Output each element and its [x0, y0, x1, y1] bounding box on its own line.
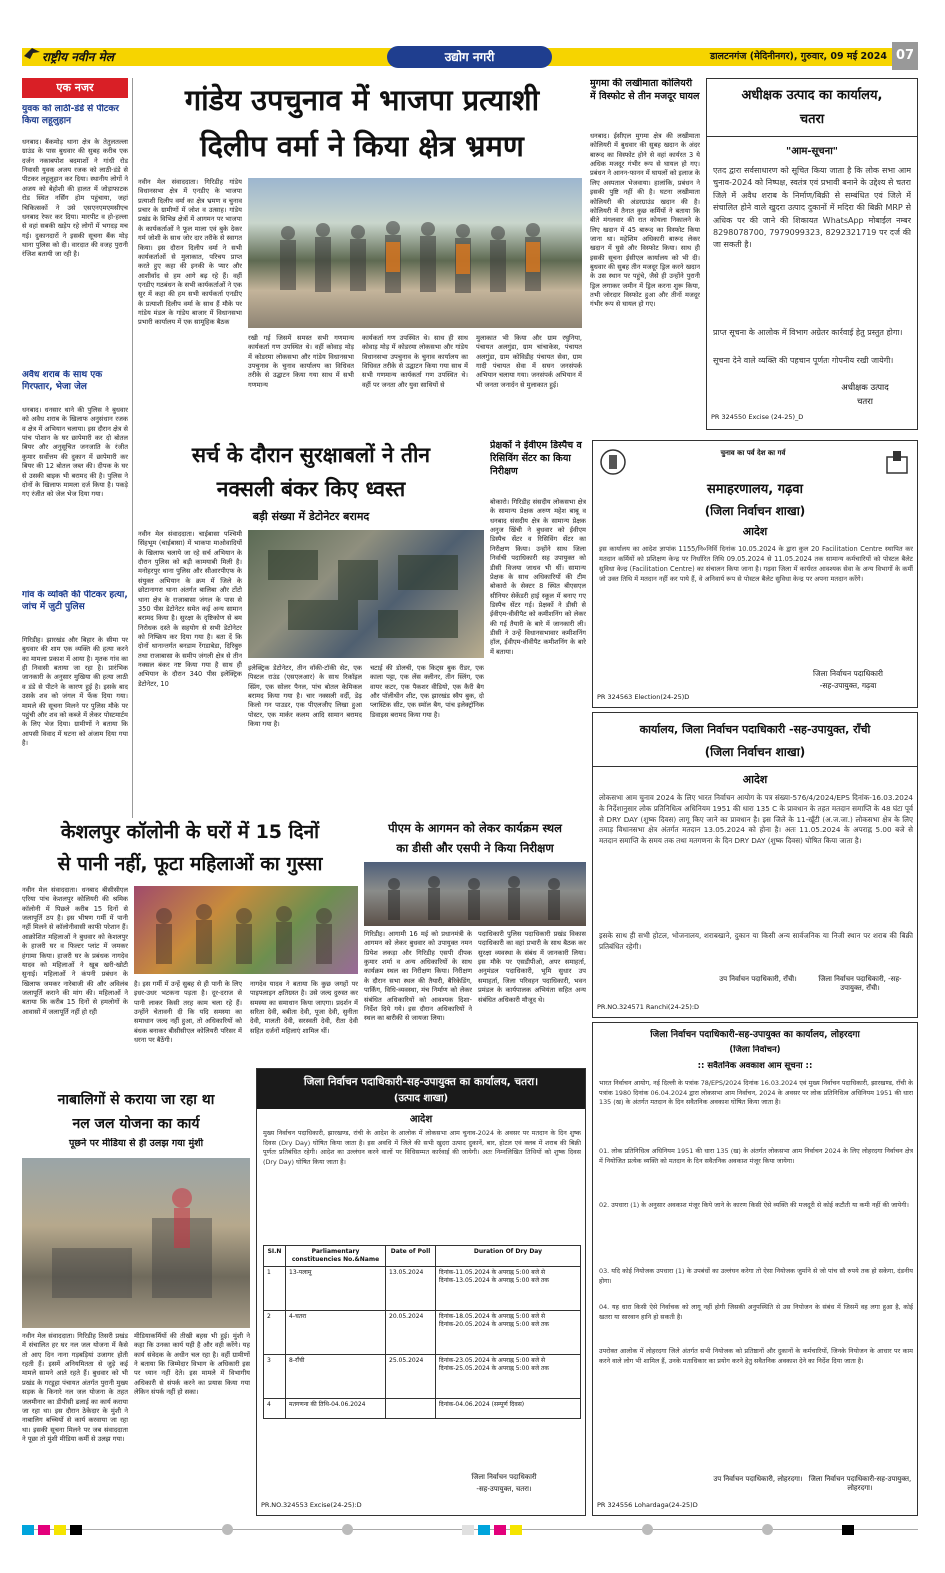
brief-2-body: धनबाद। धनसार थाने की पुलिस ने बुधवार को अवैध शराब के खिलाफ अनुसंधान रजक व क्षेत्र में अभियान चलाया। इस दौरान क्षेत्र से पांच पोशान के घर छापेमारी कर दो बोतल बियर और अनुसूचित जनजाति के रंजीत कुमार सर्वोत्तम की दुकान में छापेमारी कर बियर की 12 बोतल जब्त की। दीपक के घर से उसकी बाइक भी बरामद की है। पुलिस ने दोनों के खिलाफ मामला दर्ज किया है। पकड़े गए रंजीत को जेल भेज दिया गया। — [22, 406, 128, 499]
ballot-icon — [883, 447, 911, 477]
color-swatch — [494, 1525, 506, 1535]
lohardaga-pr: PR 324556 Lohardaga(24-25)D — [597, 1501, 698, 1509]
ranchi-pr: PR.NO.324571 Ranchi(24-25):D — [597, 1003, 700, 1011]
naxal-body-left: नवीन मेल संवाददाता। चाईबासा पश्चिमी सिंहभूम (चाईबासा) में भाकपा माओवादियों के खिलाफ चलाये जा रहे सर्च अभियान के दौरान पुलिस को बड़ी कामयाबी मिली है। मनोहरपुर थाना पुलिस और सीआरपीएफ के संयुक्त अभियान के क्रम में जिले के छोटानागरा थाना अंतर्गत बालिबा और टोंटो थाना क्षेत्र के राजाबासा जंगल के पास से 350 पीस डेटोनेटर समेत कई अन्य सामान बरामद किया है। सुरक्षा के दृष्टिकोण से बम निरोधक दस्ते के सहयोग से सभी डेटोनेटर को निष्क्रिय कर दिया गया है। बता दें कि दोनों थानान्तर्गत बनडाम रेंगडाबेडा, दिरिबुरु तथा राजाबासा के समीप जंगली क्षेत्र से तीन नक्सल बंकर नष्ट किया गया है साथ ही अभियान के दौरान 340 पीस इलेक्ट्रिक डेटोनेटर, 10 — [138, 530, 242, 688]
lohardaga-sign-2: जिला निर्वाचन पदाधिकारी-सह-उपायुक्त, लोहरदगा। — [808, 1475, 912, 1493]
keshalpur-headline-1: केशलपुर कॉलोनी के घरों में 15 दिनों — [60, 821, 320, 843]
recovered-items-icon — [248, 530, 484, 658]
ranchi-aadesh: आदेश — [742, 773, 768, 786]
lohardaga-notice-box — [592, 1022, 918, 1516]
brief-3-title: गांव के व्यक्ति की पीटकर हत्या, जांच में जुटी पुलिस — [22, 590, 128, 612]
lead-photo — [248, 178, 582, 328]
footer-strip — [22, 1524, 918, 1536]
pm-body-right: पदाधिकारी पुलिस पदाधिकारी प्रखंड विकास पदाधिकारी का वहां प्रभारी के साथ बैठक कर सुरक्षा व्यवस्था के संबंध में जानकारी लिया। इस मौके पर एसडीपीओ, अपर समाहर्ता, अनुमंडल पदाधिकारी, भूमि सुधार उप समाहर्ता, जिला परिवहन पदाधिकारी, भवन प्रमंडल के कार्यपालक अभियंता सहित अन्य संबंधित अधिकारी मौजूद थे। — [478, 930, 586, 1004]
lohardaga-sign-1: उप निर्वाचन पदाधिकारी, लोहरदगा। — [713, 1475, 803, 1483]
garhwa-sub: (जिला निर्वाचन शाखा) — [704, 504, 806, 518]
excise-notice-box — [706, 78, 918, 430]
keshalpur-body-mid: है। इस गर्मी में उन्हें सुबह से ही पानी के लिए इधर-उधर भटकना पड़ता है। दूर-दराज से पानी लाकर किसी तरह काम चला रहे हैं। उन्होंने चेतावनी दी कि यदि समस्या का समाधान जल्द नहीं हुआ, तो अधिकारियों को बंधक बनाकर बीसीसीएल कोलियरी परिसर में धरना पर बैठेंगी। — [134, 980, 242, 1045]
garhwa-sign-2: -सह-उपायुक्त, गढ़वा — [819, 681, 877, 690]
lead-body-left: नवीन मेल संवाददाता। गिरिडीह गांडेय विधानसभा क्षेत्र में एनडीए के भाजपा प्रत्याशी दिलीप वर्मा का क्षेत्र भ्रमण व चुनाव प्रचार के ग्रामीणों में जोश व उत्साह। गांडेय प्रखंड के विभिन्न क्षेत्रों में आगमन पर भाजपा के कार्यकर्ताओं ने फूल माला एवं बुके देकर गर्म जोशी के साथ जोर दार तरीके से स्वागत किया। इस दौरान दिलीप वर्मा ने सभी कार्यकर्ताओं से मुलाकात, परिचय प्राप्त करते हुए कहा की इनकी के प्यार और आशीर्वाद से हम आगे बढ़ रहे हैं। वहीं एनडीए गठबंधन के सभी कार्यकर्ताओं ने एक सुर में कहा की हम सभी कार्यकर्ता एनडीए के प्रत्याशी दिलीप वर्मा के साथ हैं मौके पर गांडेय मंडल के गांडेय बाजार में विधानसभा प्रभारी कार्यालय में एक सामूहिक बैठक — [138, 178, 242, 327]
paper-name: राष्ट्रीय नवीन मेल — [42, 50, 114, 64]
color-swatch — [462, 1525, 474, 1535]
naxal-body-right: चटाई की डोलची, एक किट्स बुक रीडर, एक काला पट्टा, एक लेंस क्लीनर, तीन स्लिंग, एक वायर कटर, एक पैकशर वीडियो, एक कैरी बैग और पॉलीथीन शीट, एक झारखंड स्वैप बुक, दो प्लास्टिक सीट, एक स्मॉल बैग, पांच इलेक्ट्रॉनिक डिवाइस बरामद किया गया है। — [370, 664, 484, 719]
naxal-headline-2: नक्सली बंकर किए ध्वस्त — [216, 477, 406, 501]
excise-notice-header — [707, 79, 917, 137]
masthead — [22, 42, 918, 70]
evm-body: बोकारो। गिरिडीह संसदीय लोकसभा क्षेत्र के सामान्य प्रेक्षक अरुण महेश बाबू व धनबाद संसदीय क्षेत्र के सामान्य प्रेक्षक अनुज खिंची ने बुधवार को ईवीएम डिस्पैच सेंटर व रिसिविंग सेंटर का निरीक्षण किया। उन्होंने साथ जिला निर्वाची पदाधिकारी सह उपायुक्त को डीसी विजया जाधव भी थीं। सामान्य प्रेक्षक के साथ अधिकारियों की टीम बोकारो के सेक्टर 8 स्थित बीएसएल सीनियर सेकेंडरी हाई स्कूल में बनाए गए डिस्पैच सेंटर गई। प्रेक्षकों ने डीसी से ईवीएम-वीवीपैट को कमीशनिंग को लेकर की गई तैयारी के बारे में जानकारी ली। डीसी ने उन्हें विधानसभावार कमीशनिंग हॉल, ईवीएम-वीवीपैट कमीशनिंग के बारे में बताया। — [490, 498, 586, 656]
ek-nazar-label-text: एक नजर — [56, 81, 94, 94]
dryday-table-header-row — [264, 1246, 581, 1267]
table-row — [264, 1311, 581, 1355]
brief-1-body: धनबाद। बैंकमोड़ थाना क्षेत्र के तेतुलतल्ला ग्राउंड के पास बुधवार की सुबह करीब एक दर्जन नकाबपोश बदमाशों ने गांधी रोड निवासी युवक अजय रजक को लाठी-डंडे से पीटकर लहूलुहान कर दिया। स्थानीय लोगों ने अजय को बेहोशी की हालत में जोड़ाफाटक रोड स्थित नर्सिंग होम पहुंचाया, जहां चिकित्सकों ने उसे एसएनएमएमसीएच धनबाद रेफर कर दिया। मारपीट व हो-हल्ला से वहां सबकी खड़ेप रहे लोगों में भगदड़ मच गई। दुकानदारों ने इसकी सूचना बैंक मोड़ थाना पुलिस को दी। वारदात की वजह पुरानी रंजिश बतायी जा रही है। — [22, 138, 128, 259]
keshalpur-headline-2: से पानी नहीं, फूटा महिलाओं का गुस्सा — [57, 853, 323, 875]
garhwa-aadesh: आदेश — [742, 525, 768, 538]
road-work-icon — [22, 1158, 250, 1328]
registration-mark-icon — [222, 1524, 233, 1535]
lohardaga-point-2: 02. उपधारा (1) के अनुसार अवकाश मंजूर किये जाने के कारण किसी ऐसे व्यक्ति की मजदूरी से कोई कटौती या कमी नहीं की जायेगी। — [599, 1201, 909, 1209]
officials-inspecting-icon — [364, 862, 586, 926]
registration-mark-icon — [342, 1524, 353, 1535]
lohardaga-point-3: 03. यदि कोई नियोजक उपधारा (1) के उपबंधों का उल्लंघन करेगा तो ऐसा नियोजक जुर्माने से जो पांच सौ रुपये तक हो सकेगा, दंडनीय होगा। — [599, 1267, 913, 1285]
mine-body: धनबाद। ईसीएल मुगमा क्षेत्र की लखीमाता कोलियरी में बुधवार की सुबह खदान के अंदर बारूद का विस्फोट होने से वहां कार्यरत 3 ये अधिक मजदूर गंभीर रूप से घायल हो गए। प्रबंधन ने आनन-फानन में घायलों को इलाज के लिए अस्पताल भेजवाया। हालांकि, प्रबंधन ने इसकी पुष्टि नहीं की है। घटना लखीमाता कोलियरी की अंडरग्राउंड खदान की है। कोलियरी में तैनात कुछ कर्मियों ने बताया कि बीते मंगलवार की रात कोयला निकालने के लिए खदान में 45 बारूद का विस्फोट किया जाना था। महेशिम अधिकारी बारूद लेकर खदान में घुसे और विस्फोट किया। साथ ही इसकी सूचना ईसीएल कार्यालय को भी दी। बुधवार की सुबह तीन मजदूर ड्रिल करने खदान के उस स्थान पर पहुंचे, जैसे ही उन्होंने पुरानी ड्रिल लगाकर जमीन में ड्रिल करना शुरू किया, तभी जोरदार विस्फोट हुआ और तीनों मजदूर गंभीर रूप से घायल हो गए। — [590, 132, 700, 309]
dateline: डालटनगंज (मेदिनीनगर), गुरुवार, 09 मई 2024 — [710, 51, 887, 62]
registration-mark-icon — [642, 1524, 653, 1535]
color-swatch — [510, 1525, 522, 1535]
evm-headline: प्रेक्षकों ने ईवीएम डिस्पैच व रिसिविंग सेंटर का किया निरीक्षण — [490, 440, 582, 477]
ranchi-notice-box — [592, 712, 918, 1018]
pm-headline-2: का डीसी और एसपी ने किया निरीक्षण — [396, 841, 554, 855]
ranchi-body-2: इसके साथ ही सभी होटल, भोजनालय, शराबखाने, दुकान या किसी अन्य सार्वजनिक या निजी स्थान पर शराब की बिक्री प्रतिबंधित रहेगी। — [599, 931, 913, 951]
ranchi-title-1: कार्यालय, जिला निर्वाचन पदाधिकारी -सह-उपायुक्त, राँची — [639, 723, 871, 736]
dryday-cell-pc: 13-पलामू — [286, 1267, 386, 1311]
lead-headline-2: दिलीप वर्मा ने किया क्षेत्र भ्रमण — [200, 129, 524, 163]
excise-body: एतद द्वारा सर्वसाधारण को सूचित किया जाता है कि लोक सभा आम चुनाव-2024 को निष्पक्ष, स्वतंत्र एवं प्रभावी बनाने के उद्देश्य से चतरा जिले में अवैध शराब के निर्माण/बिक्री से सम्बंधित एवं जिले में संचालित होने वाले खुदरा उत्पाद दुकानों में मदिरा की बिक्री MRP से अधिक पर की जाने की शिकायत WhatsApp मोबाईल नम्बर 8298078700, 7979099323, 8292321719 पर दर्ज की जा सकती है। — [713, 166, 911, 250]
excise-body-2: प्राप्त सूचना के आलोक में विभाग अग्रेतर कार्रवाई हेतु प्रस्तुत होगा। — [713, 328, 903, 337]
dryday-th-date: Date of Poll — [386, 1246, 436, 1267]
chatra-aadesh: आदेश — [409, 1114, 433, 1125]
naxal-subhead: बड़ी संख्या में डेटोनेटर बरामद — [252, 510, 370, 523]
chatra-dryday-header — [257, 1069, 585, 1109]
dryday-cell-date: 20.05.2024 — [386, 1311, 436, 1355]
dryday-table — [263, 1245, 581, 1419]
keshalpur-body-left: नवीन मेल संवाददाता। धनबाद बीसीसीएल एरिया पांच केशलपुर कोलियरी की श्रमिक कॉलोनी में पिछले करीब 15 दिनों से जलापूर्ति ठप है। इस भीषण गर्मी में पानी नहीं मिलने से कॉलोनीवासी काफी परेशान हैं। आक्रोशित महिलाओं ने बुधवार को केशलपुर के हाजरी घर व फिल्टर प्लांट में जमकर हंगामा किया। हाजरी घर के प्रबंधक नागदेव यादव को महिलाओं ने खूब खरी-खोटी सुनाई। महिलाओं ने कंपनी प्रबंधन के खिलाफ जमकर नारेबाजी की और अविलंब जलापूर्ति कराने की मांग की। महिलाओं ने बताया कि करीब 15 दिनों से हमलोगों के आवासों में जलापूर्ति नहीं हो रही — [22, 886, 128, 1016]
page-number: 07 — [892, 42, 918, 70]
pm-photo — [364, 862, 586, 926]
ek-nazar-label — [22, 78, 128, 98]
pm-headline-1: पीएम के आगमन को लेकर कार्यक्रम स्थल — [388, 821, 562, 835]
lead-body-mid-1: रखी गई जिसमें समस्त सभी गणमान्य कार्यकर्ता गण उपस्थित थे। वहीं कोवाड़ मोड़ में कोडरमा लोकसभा और गांडेय विधानसभा उपचुनाव के चुनाव कार्यालय का विधिवत तरीके से उद्घाटन किया गया साथ में सभी गणमान्य — [248, 334, 354, 389]
table-row — [264, 1399, 581, 1419]
column-rule — [132, 78, 133, 818]
chatra-dryday-box — [256, 1068, 586, 1516]
dryday-cell-no: 2 — [264, 1311, 286, 1355]
tap-headline-2: नल जल योजना का कार्य — [72, 1116, 200, 1132]
tap-photo — [22, 1158, 250, 1328]
excise-sub: "आम-सूचना" — [785, 146, 839, 157]
tap-body-left: नवीन मेल संवाददाता। गिरिडीह तिसरी प्रखंड में संचालित हर घर नल जल योजना में कैसे तो आए दिन नाना गड़बड़ियां उजागर होती रहती हैं। इसमें अनियमितता से जुड़े कई मामले सामने आते रहते हैं। बुधवार को भी प्रखंड के गरडूहा पंचायत अंतर्गत पुरानी मुख्य सड़क के किनारे नल जल योजना के तहत जलमीनार का डीपीसी ढलाई का कार्य कराया जा रहा था। इस दौरान ठेकेदार के मुंशी ने नाबालिग बच्चियों से कार्य करवाया जा रहा था। इसकी सूचना मिलने पर जब संवाददाता ने पूछा तो मुंशी मीडिया कर्मी से उलझ गया। — [22, 1332, 128, 1443]
chatra-sign-2: -सह-उपायुक्त, चतरा। — [476, 1485, 532, 1493]
color-swatch — [38, 1525, 50, 1535]
lohardaga-title: जिला निर्वाचन पदाधिकारी-सह-उपायुक्त का कार्यालय, लोहरदगा — [650, 1030, 860, 1040]
brief-1-title: युवक को लाठी-डंडे से पीटकर किया लहूलुहान — [22, 104, 119, 126]
registration-mark-icon — [762, 1524, 773, 1535]
mine-headline: मुगमा की लखीमाता कोलियरी में विस्फोट से तीन मजदूर घायल — [590, 78, 700, 102]
dryday-cell-duration: दिनांक-23.05.2024 के अपराह्न 5:00 बजे से दिनांक-25.05.2024 के अपराह्न 5:00 बजे तक — [436, 1355, 581, 1399]
dryday-table-wrap — [263, 1245, 581, 1455]
dryday-cell-no: 3 — [264, 1355, 286, 1399]
dryday-cell-date — [386, 1399, 436, 1419]
ranchi-body: लोकसभा आम चुनाव 2024 के लिए भारत निर्वाचन आयोग के पत्र संख्या-576/4/2024/EPS दिनांक-16.03.2024 के निर्देशानुसार लोक प्रतिनिधित्व अधिनियम 1951 की धारा 135 C के प्रावधान के तहत मतदान समाप्ति के 48 घंटा पूर्व से DRY DAY (शुष्क दिवस) लागू किए जाने का प्रावधान है। इस जिले के 11-खूँटी (अ.ज.जा.) लोकसभा क्षेत्र के लिए तमाड़ विधानसभा क्षेत्र अंतर्गत मतदान 13.05.2024 को होना है। अतः 11.05.2024 के अपराह्न 5.00 बजे से मतदान समाप्ति के समय तक तथा मतगणना के दिन DRY DAY (शुष्क दिवस) घोषित किया जाता है। — [599, 793, 913, 846]
chatra-sign-1: जिला निर्वाचन पदाधिकारी — [471, 1473, 537, 1481]
dryday-th-duration: Duration Of Dry Day — [436, 1246, 581, 1267]
dryday-th-pc: Parliamentary constituencies No.&Name — [286, 1246, 386, 1267]
garhwa-notice-box — [592, 440, 918, 708]
tap-headline-1: नाबालिगों से कराया जा रहा था — [57, 1092, 215, 1108]
dryday-cell-pc: मतगणना की तिथि-04.06.2024 — [286, 1399, 386, 1419]
dryday-cell-duration: दिनांक-04.06.2024 (सम्पूर्ण दिवस) — [436, 1399, 581, 1419]
keshalpur-photo — [134, 886, 358, 974]
color-swatch — [842, 1525, 854, 1535]
brief-2-title: अवैध शराब के साथ एक गिरफ्तार, भेजा जेल — [22, 370, 103, 392]
lohardaga-body: भारत निर्वाचन आयोग, नई दिल्ली के पत्रांक 78/EPS/2024 दिनांक 16.03.2024 एवं मुख्य निर्वाचन पदाधिकारी, झारखण्ड, राँची के पत्रांक 1980 दिनांक 06.04.2024 द्वारा लोकसभा आम निर्वाचन, 2024 के अवसर पर लोक प्रतिनिधित्व अधिनियम 1951 की धारा 135 (ख) के अंतर्गत मतदान के दिन सवैतनिक अवकाश घोषित किया जाता है। — [599, 1079, 913, 1107]
garhwa-sign-1: जिला निर्वाचन पदाधिकारी — [813, 669, 883, 678]
excise-sign-1: अधीक्षक उत्पाद — [841, 383, 889, 393]
dryday-cell-pc: 4-चतरा — [286, 1311, 386, 1355]
garhwa-title: समाहरणालय, गढ़वा — [707, 482, 803, 497]
color-swatch — [22, 1525, 34, 1535]
lead-body-mid-2: कार्यकर्ता गण उपस्थित थे। साथ ही साथ कोवाड़ मोड़ में कोडरमा लोकसभा और गांडेय विधानसभा उपचुनाव के चुनाव कार्यालय का विधिवत तरीके से उद्घाटन किया गया साथ में सभी गणमान्य कार्यकर्ता गण उपस्थित थे। वहीं पर जनता और युवा साथियों से — [362, 334, 468, 389]
ek-nazar-column — [22, 78, 128, 818]
dryday-cell-no: 4 — [264, 1399, 286, 1419]
ranchi-title-2: (जिला निर्वाचन शाखा) — [704, 745, 806, 759]
garhwa-body: इस कार्यालय का आदेश ज्ञापांक 1155/नि०निर्वि दिनांक 10.05.2024 के द्वारा कुल 20 Facilitation Centre स्थापित कर मतदान कर्मियों को प्रशिक्षण केन्द्र पर निर्धारित तिथि 09.05.2024 से 11.05.2024 तक सामान्य कर्मचारियों को पोस्टल बैलेट सुविधा केन्द्र (Facilitation Centre) का संचालन किया जाना है। गढ़वा जिला में कार्यरत आवश्यक सेवा के अन्य विभागों के कर्मी जो उक्त तिथि में मतदान नहीं कर पाये हैं, वे अनिवार्य रूप से पोस्टल बैलेट सुविधा केन्द्र पर अपना मतदान करेंगे। — [599, 545, 913, 583]
table-row — [264, 1355, 581, 1399]
excise-title-2: चतरा — [799, 112, 825, 127]
brief-3-body: गिरिडीह। झारखंड और बिहार के सीमा पर बुधवार की शाम एक व्यक्ति की हत्या करने का मामला प्रकाश में आया है। मृतक गांव का ही निवासी बताया जा रहा है। प्रारंभिक जानकारी के अनुसार मुखिया की हत्या लाठी व डंडे से पीटने के कारण हुई है। इसके बाद उसके शव को जंगल में फेंक दिया गया। मामले की सूचना मिलने पर पुलिस मौके पर पहुंची और शव को कब्जे में लेकर पोस्टमार्टम के लिए भेज दिया। ग्रामीणों ने बताया कि आपसी विवाद में घटना को अंजाम दिया गया है। — [22, 636, 128, 747]
excise-pr: PR 324550 Excise (24-25)_D — [711, 413, 804, 421]
excise-title-1: अधीक्षक उत्पाद का कार्यालय, — [741, 88, 883, 103]
naxal-photo — [248, 530, 484, 658]
lead-body-right: मुलाकात भी किया और ग्राम रघुनिया, पंचायत अलगुंडा, ग्राम चांचाकेस, पंचायत अलगुंडा, ग्राम कोविडीह पंचायत सेवा, ग्राम गादी पंचायत सेवा में सघन जनसंपर्क अभियान चलाया गया। जनसंपर्क अभियान में भी जनता जनार्दन से मुलाकात हुई। — [476, 334, 582, 389]
election-logo-text: चुनाव का पर्व देश का गर्व — [720, 449, 786, 457]
ranchi-notice-header — [593, 713, 917, 767]
lohardaga-heading: :: सवैतनिक अवकाश आम सूचना :: — [697, 1061, 813, 1071]
section-label — [387, 46, 552, 68]
section-label-text: उद्योग नगरी — [444, 50, 495, 64]
emblem-icon — [599, 447, 627, 477]
lohardaga-sub: (जिला निर्वाचन) — [729, 1045, 781, 1055]
excise-sign-2: चतरा — [857, 397, 873, 407]
color-swatch — [70, 1525, 82, 1535]
bird-logo-icon — [24, 46, 40, 60]
protesting-women-icon — [134, 886, 358, 974]
dryday-cell-duration: दिनांक-11.05.2024 के अपराह्न 5:00 बजे से दिनांक-13.05.2024 के अपराह्न 5:00 बजे तक — [436, 1267, 581, 1311]
dryday-cell-date: 13.05.2024 — [386, 1267, 436, 1311]
group-of-people-icon — [248, 178, 582, 328]
ranchi-sign-1: उप निर्वाचन पदाधिकारी, राँची। — [719, 975, 797, 983]
dryday-cell-no: 1 — [264, 1267, 286, 1311]
lohardaga-point-1: 01. लोक प्रतिनिधित्व अधिनियम 1951 की धारा 135 (ख) के अंतर्गत लोकसभा आम निर्वाचन 2024 के लिए लोहरदगा निर्वाचन क्षेत्र में नियोजित प्रत्येक व्यक्ति को मतदान के दिन सवैतनिक अवकाश मंजूर किया जायेगा। — [599, 1147, 913, 1165]
keshalpur-body-right: नागदेव यादव ने बताया कि कुछ जगहों पर पाइपलाइन क्षतिग्रस्त है। उसे जल्द दुरुस्त कर समस्या का समाधान किया जाएगा। प्रदर्शन में सरिता देवी, बबीता देवी, पूजा देवी, सुनीता देवी, मालती देवी, सरस्वती देवी, रीता देवी सहित दर्जनों महिलाएं शामिल थीं। — [250, 980, 358, 1035]
chatra-pr: PR.NO.324553 Excise(24-25):D — [261, 1501, 362, 1509]
chatra-body: मुख्य निर्वाचन पदाधिकारी, झारखण्ड, रांची के आदेश के आलोक में लोकसभा आम चुनाव-2024 के अवसर पर मतदान के दिन शुष्क दिवस (Dry Day) घोषित किया जाता है। इस अवधि में जिले की सभी खुदरा उत्पाद दुकानें, बार, होटल एवं क्लब में शराब की बिक्री पूर्णतः प्रतिबंधित रहेगी। आदेश का उल्लंघन करने वालों पर विधिसम्मत कार्रवाई की जायेगी। अतः निम्नलिखित तिथियों को शुष्क दिवस (Dry Day) घोषित किया जाता है। — [263, 1129, 581, 1166]
color-swatch-row — [22, 1524, 918, 1536]
table-row — [264, 1267, 581, 1311]
dryday-th-sl: SI.N — [264, 1246, 286, 1267]
dryday-cell-duration: दिनांक-18.05.2024 के अपराह्न 5:00 बजे से दिनांक-20.05.2024 के अपराह्न 5:00 बजे तक — [436, 1311, 581, 1355]
tap-subhead: पूछने पर मीडिया से ही उलझ गया मुंशी — [68, 1138, 204, 1149]
chatra-sub: (उत्पाद शाखा) — [393, 1093, 449, 1104]
pm-body-left: गिरिडीह। आगामी 16 मई को प्रधानमंत्री के आगमन को लेकर बुधवार को उपायुक्त नमन प्रियेश लकड़ा और गिरिडीह एसपी दीपक कुमार शर्मा व अन्य अधिकारियों के साथ कार्यक्रम स्थल का निरीक्षण किया। निरीक्षण के दौरान सभा स्थल की तैयारी, बैरिकेडिंग, पार्किंग, विधि-व्यवस्था, मंच निर्माण को लेकर संबंधित अधिकारियों को आवश्यक दिशा-निर्देश दिये गये। इस दौरान अधिकारियों ने स्थल का बारीकी से जायजा लिया। — [364, 930, 472, 1023]
excise-body-3: सूचना देने वाले व्यक्ति की पहचान पूर्णतः गोपनीय रखी जायेगी। — [713, 356, 894, 365]
ranchi-sign-2: जिला निर्वाचन पदाधिकारी, -सह- उपायुक्त, राँची। — [818, 975, 902, 993]
tap-body-right: मीडियाकर्मियों की तीखी बहस भी हुई। मुंशी ने कहा कि उनका कार्य यही है और वही करेंगे। यह कार्य संवेदक के अधीन चल रहा है। वहीं ग्रामीणों ने बताया कि जिम्मेदार विभाग के अधिकारी इस पर ध्यान नहीं देते। इस मामले में विभागीय अधिकारी से संपर्क करने का प्रयास किया गया लेकिन संपर्क नहीं हो सका। — [134, 1332, 250, 1397]
color-swatch — [54, 1525, 66, 1535]
dryday-cell-pc: 8-राँची — [286, 1355, 386, 1399]
naxal-headline-1: सर्च के दौरान सुरक्षाबलों ने तीन — [191, 443, 431, 467]
garhwa-pr: PR 324563 Election(24-25)D — [597, 693, 690, 701]
dryday-cell-date: 25.05.2024 — [386, 1355, 436, 1399]
chatra-title: जिला निर्वाचन पदाधिकारी-सह-उपायुक्त का कार्यालय, चतरा। — [303, 1076, 539, 1088]
lohardaga-point-4: 04. यह धारा किसी ऐसे निर्वाचक को लागू नहीं होगी जिसकी अनुपस्थिति से उस नियोजन के संबंध में जिसमें वह लगा हुआ है, कोई खतरा या सारवान हानि हो सकती है। — [599, 1303, 913, 1321]
naxal-body-mid: इलेक्ट्रिक डेटोनेटर, तीन वॉकी-टॉकी सेट, एक पिस्टल राउंड (एसएलआर) के साथ रिकॉइल स्प्रिंग, एक सोलर पैनल, पांच बोतल केमिकल बरामद किया गया है। चार नक्सली वर्दी, डेढ़ किलो गन पाउडर, एक पीएलजीए लिखा हुआ पोस्टर, एक मार्कर कलम आदि सामान बरामद किया गया है। — [248, 664, 362, 729]
lohardaga-body-2: उपरोक्त आलोक में लोहरदगा जिले अंतर्गत सभी नियोजक को प्रतिष्ठानों और दुकानों के कर्मचारियों, जिनके नियोजन के आधार पर काम करने वाले लोग भी शामिल हैं, उनके मताधिकार का प्रयोग करने हेतु सवैतनिक अवकाश देने का निर्देश दिया जाता है। — [599, 1347, 913, 1365]
lead-headline-1: गांडेय उपचुनाव में भाजपा प्रत्याशी — [184, 83, 540, 117]
color-swatch — [478, 1525, 490, 1535]
